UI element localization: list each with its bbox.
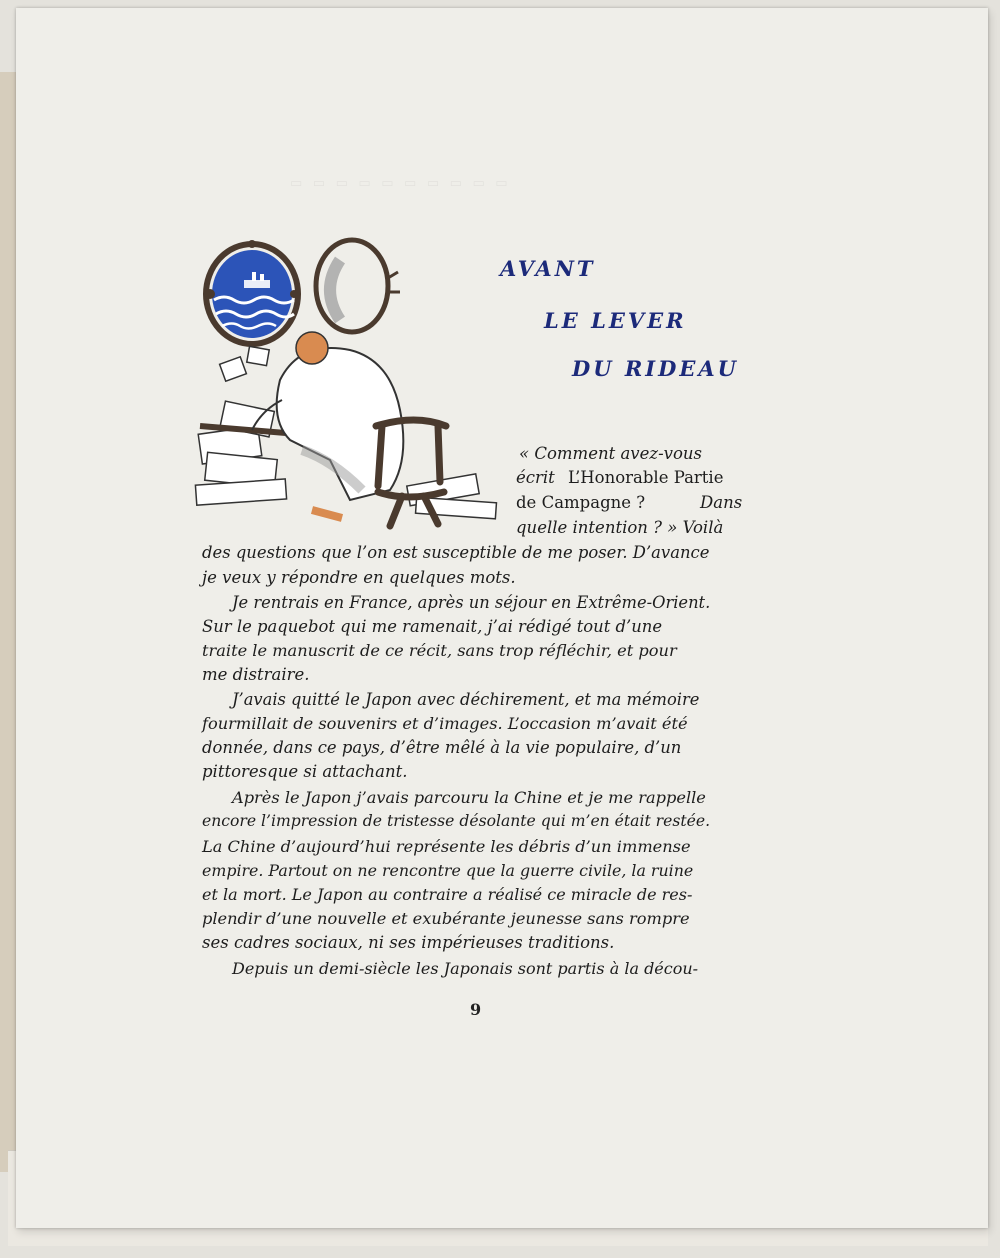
text-line: La Chine d’aujourd’hui représente les débris d’un immense xyxy=(202,837,691,856)
text-line: des questions que l’on est susceptible de me poser. D’avance xyxy=(202,543,710,562)
text-line: pittoresque si attachant. xyxy=(202,762,408,781)
text-line: fourmillait de souvenirs et d’images. L’occasion m’avait été xyxy=(202,714,688,733)
text-line: « Comment avez-vous xyxy=(519,444,702,463)
text-line: écrit xyxy=(516,468,555,487)
text-line: Je rentrais en France, après un séjour en Extrême-Orient. xyxy=(232,593,711,612)
text-line: je veux y répondre en quelques mots. xyxy=(202,568,516,587)
text-line: Sur le paquebot qui me ramenait, j’ai rédigé tout d’une xyxy=(202,617,663,636)
text-line: empire. Partout on ne rencontre que la guerre civile, la ruine xyxy=(202,861,694,880)
heading-line-1: AVANT xyxy=(500,256,596,281)
porthole-right-icon xyxy=(316,240,400,332)
show-through-running-head: ▭ ▭ ▭ ▭ ▭ ▭ ▭ ▭ ▭ ▭ xyxy=(290,176,511,191)
text-line: me distraire. xyxy=(202,665,310,684)
text-line: donnée, dans ce pays, d’être mêlé à la vie populaire, d’un xyxy=(202,738,682,757)
text-line: quelle intention ? » Voilà xyxy=(516,518,724,537)
text-line: Après le Japon j’avais parcouru la Chine et je me rappelle xyxy=(232,788,706,807)
text-line: Dans xyxy=(700,493,743,512)
text-line: plendir d’une nouvelle et exubérante jeunesse sans rompre xyxy=(202,909,690,928)
text-line: et la mort. Le Japon au contraire a réalisé ce miracle de res- xyxy=(202,885,693,904)
page-number: 9 xyxy=(470,1000,482,1019)
writer-at-desk-by-porthole-illustration xyxy=(192,230,512,540)
text-line: traite le manuscrit de ce récit, sans trop réfléchir, et pour xyxy=(202,641,677,660)
text-line: J’avais quitté le Japon avec déchirement, et ma mémoire xyxy=(232,690,700,709)
heading-line-2: LE LEVER xyxy=(544,308,687,333)
text-line: ses cadres sociaux, ni ses impérieuses traditions. xyxy=(202,933,615,952)
text-line: L’Honorable Partie xyxy=(568,468,724,487)
heading-line-3: DU RIDEAU xyxy=(572,356,739,381)
porthole-left-icon xyxy=(205,240,298,344)
text-line: encore l’impression de tristesse désolante qui m’en était restée. xyxy=(202,812,711,830)
text-line: Depuis un demi-siècle les Japonais sont partis à la décou- xyxy=(232,959,699,978)
text-line: de Campagne ? xyxy=(516,493,646,512)
